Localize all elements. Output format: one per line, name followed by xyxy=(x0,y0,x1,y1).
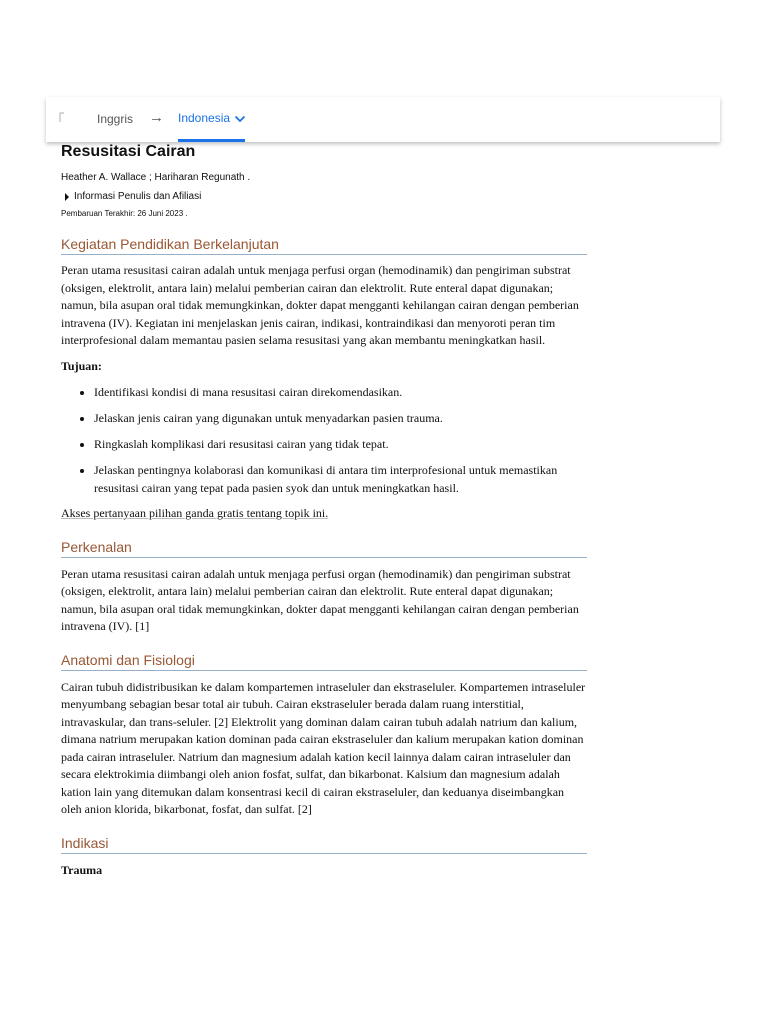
page-title: Resusitasi Cairan xyxy=(61,143,196,160)
list-item: • Ringkaslah komplikasi dari resusitasi cairan yang tidak tepat. xyxy=(94,435,587,454)
subheading-trauma: Trauma xyxy=(61,862,103,877)
source-language[interactable]: Inggris xyxy=(97,112,134,126)
section-heading-indications: Indikasi xyxy=(61,834,587,854)
arrow-right-icon: → xyxy=(149,109,164,126)
list-item: • Jelaskan pentingnya kolaborasi dan komunikasi di antara tim interprofesional untuk memastikan resusitasi cairan yang tepat pada pasien syok dan untuk meningkatkan hasil. xyxy=(94,461,587,498)
target-language-dropdown[interactable]: Indonesia xyxy=(178,111,231,125)
last-updated: Pembaruan Terakhir: 26 Juni 2023 . xyxy=(61,209,188,218)
authors[interactable]: Heather A. Wallace ; Hariharan Regunath . xyxy=(61,172,251,183)
list-item: • Identifikasi kondisi di mana resusitasi cairan direkomendasikan. xyxy=(94,383,587,402)
objectives-label: Tujuan: xyxy=(61,358,102,373)
section-heading-anatomy: Anatomi dan Fisiologi xyxy=(61,651,587,671)
translate-toolbar xyxy=(46,97,720,142)
article xyxy=(61,142,587,878)
section-heading-intro: Perkenalan xyxy=(61,538,587,558)
affiliations-label: Informasi Penulis dan Afiliasi xyxy=(74,191,202,202)
access-questions-link[interactable] xyxy=(61,505,587,523)
affiliations-toggle[interactable] xyxy=(65,191,587,202)
objectives-list xyxy=(61,383,587,498)
list-item: • Jelaskan jenis cairan yang digunakan untuk menyadarkan pasien trauma. xyxy=(94,409,587,428)
translate-logo-icon[interactable] xyxy=(58,110,72,124)
access-questions-text[interactable]: Akses pertanyaan pilihan ganda gratis tentang topik ini. xyxy=(61,506,329,520)
chevron-down-icon[interactable] xyxy=(233,112,247,126)
ce-paragraph: Peran utama resusitasi cairan adalah untuk menjaga perfusi organ (hemodinamik) dan pengiriman substrat (oksigen, elektrolit, antara lain) melalui pemberian cairan dan elektrolit. Rute enteral dapat digunakan; namun, bila asupan oral tidak memungkinkan, dokter dapat mengganti kehilangan cairan dengan pemberian intravena (IV). Kegiatan ini menjelaskan jenis cairan, indikasi, kontraindikasi dan menyoroti peran tim interprofesional dalam memantau pasien selama resusitasi yang akan membantu meningkatkan hasil. xyxy=(61,263,579,347)
caret-right-icon xyxy=(65,193,69,201)
intro-paragraph: Peran utama resusitasi cairan adalah untuk menjaga perfusi organ (hemodinamik) dan pengiriman substrat (oksigen, elektrolit, antara lain) melalui pemberian cairan dan elektrolit. Rute enteral dapat digunakan; namun, bila asupan oral tidak memungkinkan, dokter dapat mengganti kehilangan cairan dengan pemberian intravena (IV). [1] xyxy=(61,566,579,633)
anatomy-paragraph: Cairan tubuh didistribusikan ke dalam kompartemen intraseluler dan ekstraseluler. Kompartemen intraseluler menyumbang sebagian besar total air tubuh. Cairan ekstraseluler berada dalam ruang interstitial, intravaskular, dan trans-seluler. [2] Elektrolit yang dominan dalam cairan tubuh adalah natrium dan kalium, dimana natrium merupakan kation dominan pada cairan ekstraseluler dan kalium merupakan kation dominan pada cairan intraseluler. Natrium dan magnesium adalah kation kecil lainnya dalam cairan intraseluler dan secara elektrokimia diimbangi oleh anion fosfat, sulfat, dan bikarbonat. Kalsium dan magnesium adalah kation lain yang ditemukan dalam konsentrasi kecil di cairan ekstraseluler, dan keduanya diseimbangkan oleh anion klorida, bikarbonat, fosfat, dan sulfat. [2] xyxy=(61,679,586,816)
section-heading-ce: Kegiatan Pendidikan Berkelanjutan xyxy=(61,235,587,255)
